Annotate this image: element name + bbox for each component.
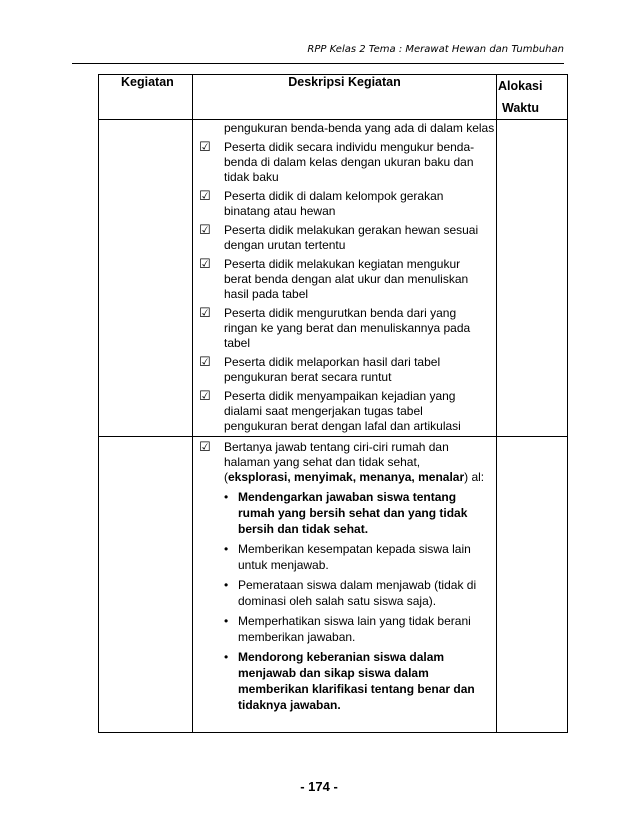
table-row bbox=[99, 437, 568, 733]
qa-text-end: ) al: bbox=[464, 470, 485, 484]
checklist-item bbox=[193, 440, 496, 713]
checklist-item bbox=[193, 140, 496, 185]
list-item bbox=[224, 541, 486, 573]
checked-box-icon: ☑ bbox=[199, 306, 211, 321]
bullet-list bbox=[224, 489, 486, 713]
bullet-icon: • bbox=[224, 542, 229, 556]
checklist-text: Peserta didik secara individu mengukur benda-benda di dalam kelas dengan ukuran baku dan tidak baku bbox=[224, 140, 475, 184]
qa-item bbox=[224, 440, 486, 713]
bullet-icon: • bbox=[224, 614, 229, 628]
header-rule bbox=[72, 63, 564, 64]
list-item bbox=[224, 577, 486, 609]
activity-table bbox=[98, 74, 568, 733]
checklist-item bbox=[193, 189, 496, 219]
bullet-text: Mendengarkan jawaban siswa tentang rumah yang bersih sehat dan yang tidak bersih dan tidak sehat. bbox=[238, 490, 468, 536]
continued-text: pengukuran benda-benda yang ada di dalam kelas bbox=[224, 121, 495, 135]
bullet-text: Mendorong keberanian siswa dalam menjawab dan sikap siswa dalam memberikan klarifikasi tentang benar dan tidaknya jawaban. bbox=[238, 650, 475, 712]
header-alokasi-waktu bbox=[497, 75, 568, 120]
bullet-text: Pemerataan siswa dalam menjawab (tidak di dominasi oleh salah satu siswa saja). bbox=[238, 578, 477, 608]
kegiatan-cell bbox=[99, 120, 193, 437]
alokasi-cell bbox=[497, 437, 568, 733]
deskripsi-cell bbox=[193, 120, 497, 437]
bullet-icon: • bbox=[224, 578, 229, 592]
checklist-text: Peserta didik melakukan kegiatan mengukur berat benda dengan alat ukur dan menuliskan hasil pada tabel bbox=[224, 257, 469, 301]
header-alokasi-line1: Alokasi bbox=[498, 79, 543, 93]
list-item bbox=[224, 489, 486, 537]
qa-text-start: Bertanya jawab tentang ciri-ciri rumah dan halaman yang sehat dan tidak sehat, ( bbox=[224, 440, 449, 484]
qa-text-bold: eksplorasi, menyimak, menanya, menalar bbox=[228, 470, 465, 484]
checklist-text: Peserta didik mengurutkan benda dari yang ringan ke yang berat dan menuliskannya pada tabel bbox=[224, 306, 471, 350]
checklist-item bbox=[193, 257, 496, 302]
kegiatan-cell bbox=[99, 437, 193, 733]
checked-box-icon: ☑ bbox=[199, 440, 211, 455]
header-alokasi-line2: Waktu bbox=[502, 101, 540, 115]
header-kegiatan: Kegiatan bbox=[99, 75, 193, 120]
table-header-row bbox=[99, 75, 568, 120]
bullet-text: Memberikan kesempatan kepada siswa lain untuk menjawab. bbox=[238, 542, 471, 572]
checked-box-icon: ☑ bbox=[199, 140, 211, 155]
bullet-icon: • bbox=[224, 650, 229, 664]
checked-box-icon: ☑ bbox=[199, 223, 211, 238]
checked-box-icon: ☑ bbox=[199, 389, 211, 404]
checklist-text: Peserta didik menyampaikan kejadian yang dialami saat mengerjakan tugas tabel pengukuran berat dengan lafal dan artikulasi bbox=[224, 389, 461, 433]
checklist-item bbox=[193, 306, 496, 351]
checked-box-icon: ☑ bbox=[199, 355, 211, 370]
checklist-item bbox=[193, 355, 496, 385]
page-number: - 174 - bbox=[300, 779, 338, 794]
running-header: RPP Kelas 2 Tema : Merawat Hewan dan Tumbuhan bbox=[307, 44, 564, 55]
list-item bbox=[224, 649, 486, 713]
header-deskripsi: Deskripsi Kegiatan bbox=[193, 75, 497, 120]
checklist-text: Peserta didik di dalam kelompok gerakan binatang atau hewan bbox=[224, 189, 444, 218]
bullet-text: Memperhatikan siswa lain yang tidak berani memberikan jawaban. bbox=[238, 614, 471, 644]
checklist-item bbox=[193, 389, 496, 434]
alokasi-cell bbox=[497, 120, 568, 437]
checked-box-icon: ☑ bbox=[199, 257, 211, 272]
list-item bbox=[224, 613, 486, 645]
checklist-item bbox=[193, 223, 496, 253]
checklist-text: Peserta didik melaporkan hasil dari tabel pengukuran berat secara runtut bbox=[224, 355, 441, 384]
checked-box-icon: ☑ bbox=[199, 189, 211, 204]
table-row bbox=[99, 120, 568, 437]
deskripsi-cell bbox=[193, 437, 497, 733]
bullet-icon: • bbox=[224, 490, 229, 504]
checklist-text: Peserta didik melakukan gerakan hewan sesuai dengan urutan tertentu bbox=[224, 223, 479, 252]
